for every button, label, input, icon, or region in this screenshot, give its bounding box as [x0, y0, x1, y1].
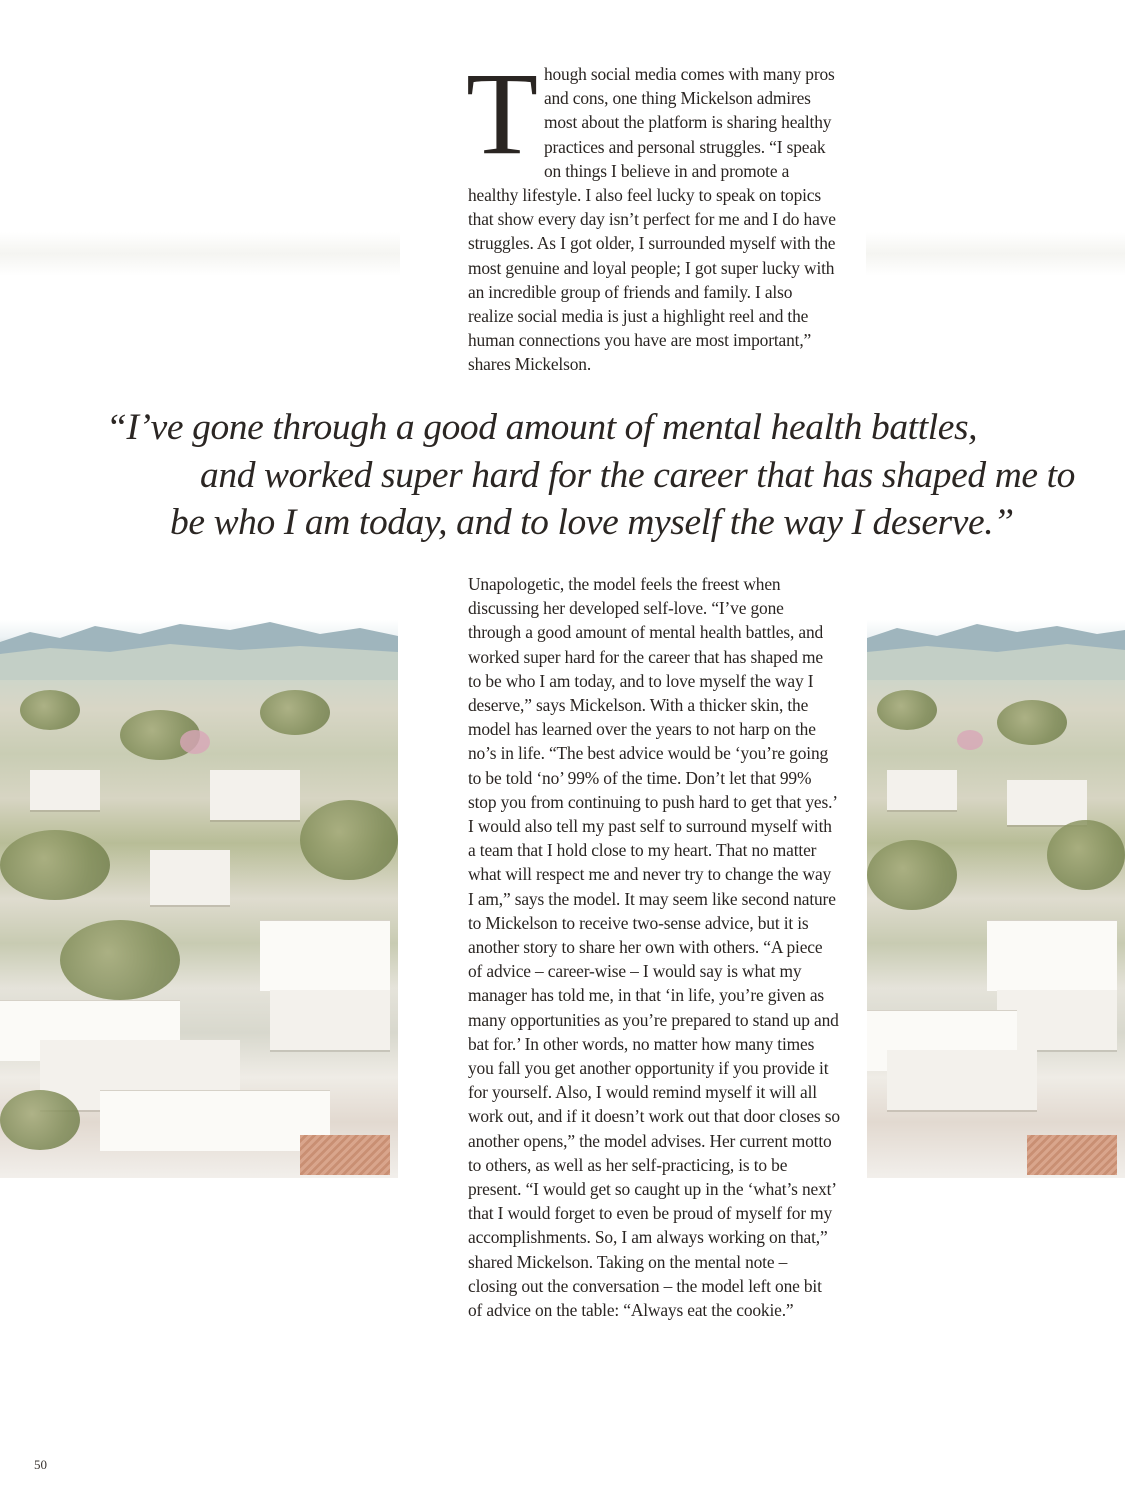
faded-image-band-left: [0, 232, 400, 276]
closing-paragraph: Unapologetic, the model feels the freest when discussing her developed self-love. “I’ve gone through a good amount of mental health battles, and worked super hard for the career that has shaped me to be who I am today, and to love myself the way I deserve,” says Mickelson. With a thicker skin, the model has learned over the years to not harp on the no’s in life. “The best advice would be ‘you’re going to be told ‘no’ 99% of the time. Don’t let that 99% stop you from continuing to push hard to get that yes.’ I would also tell my past self to surround myself with a team that I hold close to my heart. That no matter what will respect me and never try to change the way I am,” says the model. It may seem like second nature to Mickelson to receive two-sense advice, but it is another story to share her own with others. “A piece of advice – career-wise – I would say is what my manager has told me, in that ‘in life, you’re given as many opportunities as you’re prepared to stand up and bat for.’ In other words, no matter how many times you fall you get another opportunity if you provide it for yourself. Also, I would remind myself it will all work out, and if it doesn’t work out that door closes so another opens,” the model advises. Her current motto to others, as well as her self-practicing, is to be present. “I would get so caught up in the ‘what’s next’ that I would forget to even be proud of myself for my accomplishments. So, I am always working on that,” shared Mickelson. Taking on the mental note – closing out the conversation – the model left one bit of advice on the table: “Always eat the cookie.”: [468, 574, 840, 1321]
article-column-top: [466, 48, 840, 377]
drop-cap: T: [466, 48, 538, 179]
opening-paragraph: [466, 48, 840, 377]
pull-quote: [60, 404, 1075, 547]
article-column-bottom: [468, 572, 840, 1322]
neighborhood-photo-right: [867, 620, 1125, 1178]
mountain-silhouette: [867, 620, 1125, 680]
pull-quote-line-3: be who I am today, and to love myself the way I deserve.”: [170, 502, 1014, 543]
mountain-silhouette: [0, 620, 398, 680]
pull-quote-line-2: and worked super hard for the career that has shaped me to: [200, 454, 1075, 496]
neighborhood-photo-left: [0, 620, 398, 1178]
faded-image-band-right: [866, 232, 1125, 276]
pull-quote-line-1: “I’ve gone through a good amount of mental health battles,: [106, 407, 978, 448]
opening-paragraph-text: hough social media comes with many pros and cons, one thing Mickelson admires most about the platform is sharing healthy practices and personal struggles. “I speak on things I believe in and promote a healthy lifestyle. I also feel lucky to speak on topics that show every day isn’t perfect for me and I do have struggles. As I got older, I surrounded myself with the most genuine and loyal people; I got super lucky with an incredible group of friends and family. I also realize social media is just a highlight reel and the human connections you have are most important,” shares Mickelson.: [468, 64, 836, 375]
page-number: 50: [34, 1457, 47, 1472]
